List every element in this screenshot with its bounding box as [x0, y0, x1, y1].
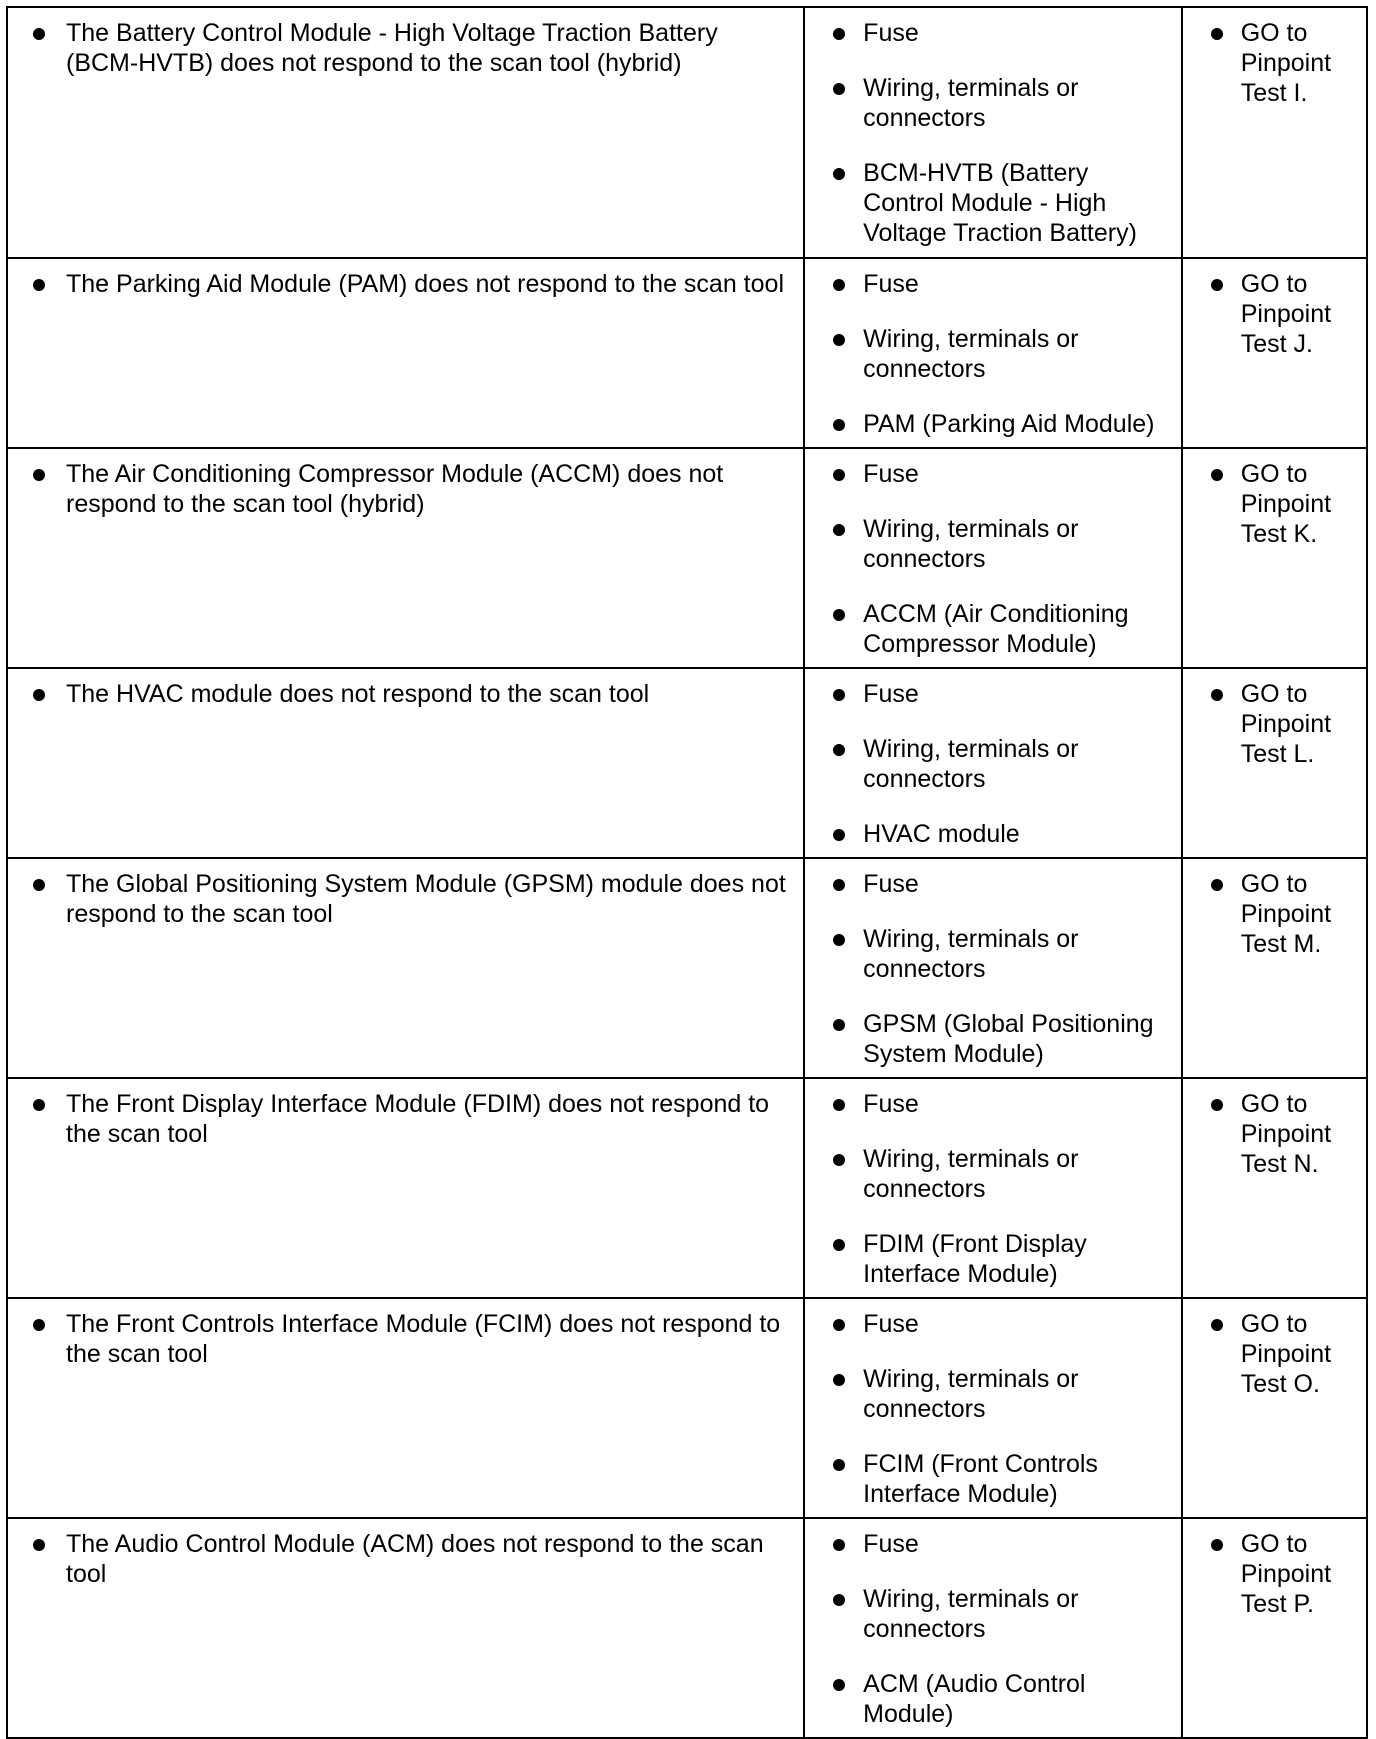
action-text: GO to Pinpoint Test O. — [1240, 1310, 1332, 1398]
cause-text: BCM-HVTB (Battery Control Module - High Voltage Traction Battery) — [863, 159, 1137, 247]
list-item — [1183, 869, 1356, 959]
possible-source-cell — [804, 258, 1182, 448]
bullet-icon — [833, 934, 845, 946]
table-row — [7, 1518, 1367, 1738]
bullet-icon — [33, 469, 45, 481]
action-text: GO to Pinpoint Test M. — [1240, 870, 1332, 958]
list-item — [8, 679, 793, 709]
bullet-icon — [33, 879, 45, 891]
bullet-icon — [833, 28, 845, 40]
action-text: GO to Pinpoint Test I. — [1240, 19, 1332, 107]
list-item — [1183, 18, 1356, 108]
possible-source-cell — [804, 1078, 1182, 1298]
cause-text: ACM (Audio Control Module) — [863, 1670, 1086, 1728]
table-row — [7, 1078, 1367, 1298]
list-item — [805, 599, 1171, 659]
bullet-icon — [833, 1154, 845, 1166]
condition-cell — [7, 1298, 804, 1518]
action-cell — [1182, 448, 1367, 668]
action-cell — [1182, 258, 1367, 448]
bullet-icon — [1211, 1539, 1223, 1551]
possible-source-cell — [804, 1298, 1182, 1518]
list-item — [8, 1529, 793, 1589]
list-item — [1183, 1089, 1356, 1179]
cause-text: Fuse — [863, 1530, 919, 1558]
list-item — [805, 514, 1171, 574]
possible-source-cell — [804, 858, 1182, 1078]
bullet-icon — [33, 1319, 45, 1331]
condition-cell — [7, 668, 804, 858]
list-item — [1183, 459, 1356, 549]
cause-text: FDIM (Front Display Interface Module) — [863, 1230, 1087, 1288]
list-item — [805, 1229, 1171, 1289]
symptom-chart-table — [6, 6, 1368, 1739]
possible-source-cell — [804, 448, 1182, 668]
list-item — [1183, 1529, 1356, 1619]
condition-text: The Global Positioning System Module (GPSM) module does not respond to the scan tool — [66, 870, 786, 928]
bullet-icon — [833, 1319, 845, 1331]
action-cell — [1182, 668, 1367, 858]
list-item — [805, 324, 1171, 384]
list-item — [805, 1309, 1171, 1339]
condition-text: The Front Controls Interface Module (FCIM) does not respond to the scan tool — [66, 1310, 781, 1368]
list-item — [1183, 269, 1356, 359]
bullet-icon — [833, 1459, 845, 1471]
action-text: GO to Pinpoint Test P. — [1240, 1530, 1332, 1618]
list-item — [805, 1669, 1171, 1729]
list-item — [805, 158, 1171, 248]
list-item — [8, 1309, 793, 1369]
action-text: GO to Pinpoint Test L. — [1240, 680, 1332, 768]
condition-cell — [7, 858, 804, 1078]
bullet-icon — [833, 419, 845, 431]
list-item — [805, 1009, 1171, 1069]
bullet-icon — [833, 524, 845, 536]
table-row — [7, 7, 1367, 258]
bullet-icon — [833, 879, 845, 891]
list-item — [8, 269, 793, 299]
condition-text: The Front Display Interface Module (FDIM) does not respond to the scan tool — [66, 1090, 770, 1148]
list-item — [8, 18, 793, 78]
possible-source-cell — [804, 668, 1182, 858]
table-row — [7, 858, 1367, 1078]
bullet-icon — [833, 1594, 845, 1606]
bullet-icon — [833, 1679, 845, 1691]
condition-text: The Parking Aid Module (PAM) does not respond to the scan tool — [66, 270, 784, 298]
list-item — [805, 1089, 1171, 1119]
condition-cell — [7, 1518, 804, 1738]
bullet-icon — [833, 1539, 845, 1551]
bullet-icon — [1211, 279, 1223, 291]
list-item — [8, 459, 793, 519]
cause-text: Wiring, terminals or connectors — [863, 925, 1079, 983]
list-item — [805, 409, 1171, 439]
cause-text: Fuse — [863, 270, 919, 298]
list-item — [805, 459, 1171, 489]
table-row — [7, 668, 1367, 858]
cause-text: Fuse — [863, 680, 919, 708]
table-row — [7, 448, 1367, 668]
list-item — [1183, 679, 1356, 769]
bullet-icon — [33, 28, 45, 40]
cause-text: Wiring, terminals or connectors — [863, 74, 1079, 132]
bullet-icon — [833, 609, 845, 621]
cause-text: HVAC module — [863, 820, 1020, 848]
list-item — [805, 73, 1171, 133]
bullet-icon — [833, 1374, 845, 1386]
cause-text: Fuse — [863, 1310, 919, 1338]
action-text: GO to Pinpoint Test K. — [1240, 460, 1332, 548]
action-cell — [1182, 858, 1367, 1078]
action-text: GO to Pinpoint Test J. — [1240, 270, 1332, 358]
bullet-icon — [33, 689, 45, 701]
list-item — [805, 1144, 1171, 1204]
list-item — [805, 18, 1171, 48]
action-cell — [1182, 1298, 1367, 1518]
cause-text: Fuse — [863, 870, 919, 898]
bullet-icon — [833, 1099, 845, 1111]
table-row — [7, 258, 1367, 448]
bullet-icon — [833, 1019, 845, 1031]
list-item — [805, 924, 1171, 984]
cause-text: GPSM (Global Positioning System Module) — [863, 1010, 1154, 1068]
bullet-icon — [833, 168, 845, 180]
bullet-icon — [833, 1239, 845, 1251]
condition-text: The Air Conditioning Compressor Module (ACCM) does not respond to the scan tool (hybrid) — [66, 460, 724, 518]
bullet-icon — [1211, 28, 1223, 40]
bullet-icon — [1211, 1319, 1223, 1331]
list-item — [805, 1529, 1171, 1559]
bullet-icon — [1211, 689, 1223, 701]
list-item — [8, 869, 793, 929]
action-cell — [1182, 1078, 1367, 1298]
bullet-icon — [833, 279, 845, 291]
condition-cell — [7, 448, 804, 668]
list-item — [1183, 1309, 1356, 1399]
list-item — [8, 1089, 793, 1149]
cause-text: PAM (Parking Aid Module) — [863, 410, 1155, 438]
cause-text: Fuse — [863, 460, 919, 488]
cause-text: Wiring, terminals or connectors — [863, 1365, 1079, 1423]
condition-text: The Battery Control Module - High Voltage Traction Battery (BCM-HVTB) does not respond to the scan tool (hybrid) — [66, 19, 718, 77]
list-item — [805, 819, 1171, 849]
table-row — [7, 1298, 1367, 1518]
list-item — [805, 679, 1171, 709]
cause-text: ACCM (Air Conditioning Compressor Module) — [863, 600, 1129, 658]
list-item — [805, 1449, 1171, 1509]
cause-text: Fuse — [863, 1090, 919, 1118]
bullet-icon — [833, 334, 845, 346]
bullet-icon — [833, 689, 845, 701]
cause-text: Wiring, terminals or connectors — [863, 1585, 1079, 1643]
cause-text: Wiring, terminals or connectors — [863, 515, 1079, 573]
list-item — [805, 269, 1171, 299]
list-item — [805, 1584, 1171, 1644]
list-item — [805, 869, 1171, 899]
cause-text: Wiring, terminals or connectors — [863, 1145, 1079, 1203]
bullet-icon — [833, 829, 845, 841]
bullet-icon — [833, 83, 845, 95]
action-cell — [1182, 7, 1367, 258]
list-item — [805, 1364, 1171, 1424]
bullet-icon — [833, 469, 845, 481]
cause-text: FCIM (Front Controls Interface Module) — [863, 1450, 1098, 1508]
action-text: GO to Pinpoint Test N. — [1240, 1090, 1332, 1178]
bullet-icon — [1211, 1099, 1223, 1111]
condition-cell — [7, 7, 804, 258]
bullet-icon — [33, 1099, 45, 1111]
cause-text: Fuse — [863, 19, 919, 47]
condition-cell — [7, 258, 804, 448]
bullet-icon — [1211, 469, 1223, 481]
condition-cell — [7, 1078, 804, 1298]
action-cell — [1182, 1518, 1367, 1738]
possible-source-cell — [804, 7, 1182, 258]
condition-text: The HVAC module does not respond to the scan tool — [66, 680, 650, 708]
bullet-icon — [833, 744, 845, 756]
bullet-icon — [33, 279, 45, 291]
cause-text: Wiring, terminals or connectors — [863, 735, 1079, 793]
bullet-icon — [33, 1539, 45, 1551]
cause-text: Wiring, terminals or connectors — [863, 325, 1079, 383]
condition-text: The Audio Control Module (ACM) does not respond to the scan tool — [66, 1530, 764, 1588]
list-item — [805, 734, 1171, 794]
bullet-icon — [1211, 879, 1223, 891]
possible-source-cell — [804, 1518, 1182, 1738]
